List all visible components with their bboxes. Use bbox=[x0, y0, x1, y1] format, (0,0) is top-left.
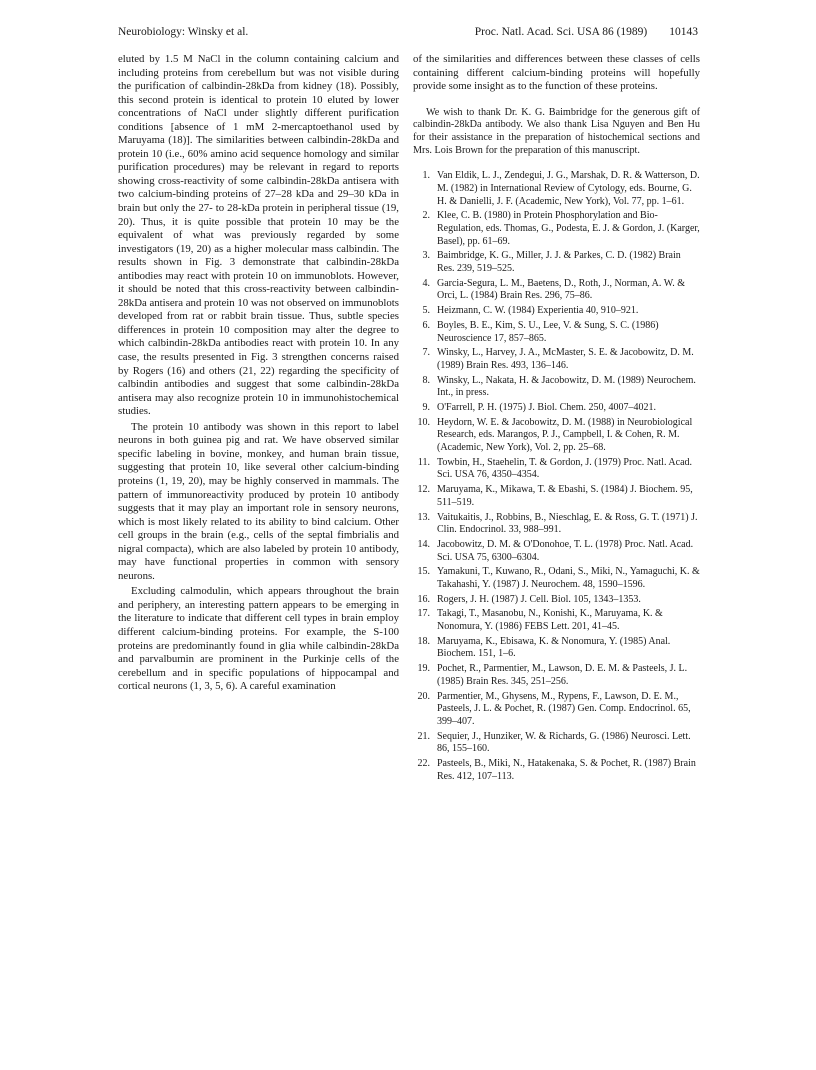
reference-item bbox=[413, 210, 700, 248]
reference-item bbox=[413, 170, 700, 208]
reference-item bbox=[413, 608, 700, 633]
reference-number: 15. bbox=[417, 566, 430, 578]
reference-text: Maruyama, K., Mikawa, T. & Ebashi, S. (1984) J. Biochem. 95, 511–519. bbox=[437, 484, 693, 508]
reference-number: 13. bbox=[417, 511, 430, 523]
reference-item bbox=[413, 512, 700, 537]
header-section-authors: Neurobiology: Winsky et al. bbox=[118, 26, 249, 38]
body-paragraph: Excluding calmodulin, which appears throughout the brain and periphery, an interesting pattern appears to be emerging in the literature to indicate that different cell types in brain employ different calcium-binding proteins. For example, the S-100 proteins are predominantly found in glia while calbindin-28kDa and parvalbumin are prominent in the Purkinje cells of the cerebellum and in specific populations of hippocampal and cortical neurons (1, 3, 5, 6). A careful examination bbox=[118, 585, 399, 693]
reference-item bbox=[413, 320, 700, 345]
body-paragraph: eluted by 1.5 M NaCl in the column containing calcium and including proteins from cerebellum but was not visible during the purification of calbindin-28kDa from kidney (18). Possibly, this second protein is identical to protein 10 eluted by lower concentrations of NaCl under slightly different purification conditions [absence of 1 mM 2-mercaptoethanol used by Maruyama (18)]. The similarities between calbindin-28kDa and protein 10 (i.e., 60% amino acid sequence homology and similar purification procedures) may be relevant in regard to reports showing cross-reactivity of some calbindin-28kDa antisera with two calcium-binding proteins of 27–28 kDa and 29–30 kDa in brain but only the 27- to 28-kDa protein in peripheral tissue (19, 20). Thus, it is quite possible that protein 10 may be the equivalent of what was previously regarded by some investigators (19, 20) as a higher molecular mass calbindin. The results shown in Fig. 3 demonstrate that calbindin-28kDa antibodies may react with protein 10 on immunoblots. However, it should be noted that this cross-reactivity between calbindin-28kDa antisera and protein 10 was not observed on immunoblots developed from rat or rabbit brain tissue. Thus, subtle species differences in protein 10 composition may alter the degree to which calbindin-28kDa antibodies react with protein 10. In any case, the results presented in Fig. 3 strengthen concerns raised by Rogers (16) and others (21, 22) regarding the specificity of calbindin antibodies and suggest that some calbindin-28kDa antisera may also recognize protein 10 in immunohistochemical studies. bbox=[118, 53, 399, 418]
reference-text: Winsky, L., Nakata, H. & Jacobowitz, D. M. (1989) Neurochem. Int., in press. bbox=[437, 374, 696, 399]
reference-item bbox=[413, 594, 700, 607]
reference-text: Parmentier, M., Ghysens, M., Rypens, F., Lawson, D. E. M., Pasteels, J. L. & Pochet, R. (1987) Gen. Comp. Endocrinol. 65, 399–407. bbox=[437, 690, 691, 727]
reference-number: 12. bbox=[417, 484, 430, 496]
reference-text: Jacobowitz, D. M. & O'Donohoe, T. L. (1978) Proc. Natl. Acad. Sci. USA 75, 6300–6304. bbox=[437, 538, 694, 563]
reference-number: 20. bbox=[417, 690, 430, 702]
reference-item bbox=[413, 417, 700, 455]
header-journal-info bbox=[475, 26, 698, 38]
reference-text: Vaitukaitis, J., Robbins, B., Nieschlag, E. & Ross, G. T. (1971) J. Clin. Endocrinol. 33, 988–991. bbox=[437, 511, 698, 536]
reference-number: 17. bbox=[417, 608, 430, 620]
reference-text: Winsky, L., Harvey, J. A., McMaster, S. E. & Jacobowitz, D. M. (1989) Brain Res. 493, 136–146. bbox=[437, 347, 694, 371]
reference-text: Towbin, H., Staehelin, T. & Gordon, J. (1979) Proc. Natl. Acad. Sci. USA 76, 4350–4354. bbox=[437, 456, 693, 481]
reference-text: O'Farrell, P. H. (1975) J. Biol. Chem. 250, 4007–4021. bbox=[437, 402, 657, 414]
reference-item bbox=[413, 347, 700, 372]
reference-number: 19. bbox=[417, 663, 430, 675]
reference-text: Takagi, T., Masanobu, N., Konishi, K., Maruyama, K. & Nonomura, Y. (1986) FEBS Lett. 201, 41–45. bbox=[437, 608, 663, 633]
reference-text: Yamakuni, T., Kuwano, R., Odani, S., Miki, N., Yamaguchi, K. & Takahashi, Y. (1987) J. Neurochem. 48, 1590–1596. bbox=[437, 566, 700, 590]
reference-number: 11. bbox=[417, 456, 430, 468]
reference-text: Boyles, B. E., Kim, S. U., Lee, V. & Sung, S. C. (1986) Neuroscience 17, 857–865. bbox=[437, 319, 659, 344]
reference-item bbox=[413, 636, 700, 661]
reference-text: Baimbridge, K. G., Miller, J. J. & Parkes, C. D. (1982) Brain Res. 239, 519–525. bbox=[437, 250, 681, 274]
reference-number: 22. bbox=[417, 757, 430, 769]
reference-number: 4. bbox=[422, 277, 430, 289]
reference-item bbox=[413, 539, 700, 564]
reference-text: Heydorn, W. E. & Jacobowitz, D. M. (1988) in Neurobiological Research, eds. Marangos, P. J., Campbell, I. & Cohen, R. M. (Academic, New York), Vol. 2, pp. 25–68. bbox=[437, 416, 693, 454]
reference-item bbox=[413, 402, 700, 415]
reference-item bbox=[413, 691, 700, 729]
reference-text: Maruyama, K., Ebisawa, K. & Nonomura, Y. (1985) Anal. Biochem. 151, 1–6. bbox=[437, 635, 671, 660]
reference-number: 9. bbox=[422, 402, 430, 414]
reference-number: 21. bbox=[417, 730, 430, 742]
page-number: 10143 bbox=[669, 26, 698, 38]
reference-text: Rogers, J. H. (1987) J. Cell. Biol. 105, 1343–1353. bbox=[437, 593, 641, 605]
right-column bbox=[413, 53, 700, 785]
reference-item bbox=[413, 731, 700, 756]
reference-item bbox=[413, 663, 700, 688]
reference-list bbox=[413, 170, 700, 783]
reference-item bbox=[413, 375, 700, 400]
reference-item bbox=[413, 566, 700, 591]
reference-text: Pasteels, B., Miki, N., Hatakenaka, S. & Pochet, R. (1987) Brain Res. 412, 107–113. bbox=[437, 757, 696, 782]
reference-text: Garcia-Segura, L. M., Baetens, D., Roth, J., Norman, A. W. & Orci, L. (1984) Brain Res. 296, 75–86. bbox=[437, 277, 686, 302]
reference-number: 2. bbox=[422, 210, 430, 222]
reference-number: 6. bbox=[422, 319, 430, 331]
reference-number: 3. bbox=[422, 250, 430, 262]
reference-item bbox=[413, 758, 700, 783]
reference-text: Sequier, J., Hunziker, W. & Richards, G. (1986) Neurosci. Lett. 86, 155–160. bbox=[437, 730, 691, 755]
acknowledgments: We wish to thank Dr. K. G. Baimbridge for the generous gift of calbindin-28kDa antibody. We also thank Lisa Nguyen and Ben Hu for their assistance in the preparation of histochemical sections and Mrs. Lois Brown for the preparation of this manuscript. bbox=[413, 106, 700, 156]
body-paragraph: The protein 10 antibody was shown in this report to label neurons in both guinea pig and rat. We have observed similar specific labeling in bovine, monkey, and human brain tissue, suggesting that protein 10, like several other calcium-binding proteins (1, 19, 20), may be highly conserved in mammals. The pattern of immunoreactivity produced by protein 10 antibody suggests that it may play an important role in sensory neurons, which is most likely related to its ability to bind calcium. Other cell groups in the brain (e.g., cells of the septal fimbrialis and nigral compacta), which are also labeled by protein 10 antibody, may have functional properties in common with sensory neurons. bbox=[118, 420, 399, 582]
body-paragraph-continuation: of the similarities and differences between these classes of cells containing different calcium-binding proteins will hopefully provide some insight as to the function of these proteins. bbox=[413, 53, 700, 93]
reference-item bbox=[413, 484, 700, 509]
reference-text: Heizmann, C. W. (1984) Experientia 40, 910–921. bbox=[437, 305, 639, 317]
reference-number: 1. bbox=[422, 170, 430, 182]
left-column bbox=[118, 53, 399, 694]
reference-number: 18. bbox=[417, 635, 430, 647]
reference-text: Klee, C. B. (1980) in Protein Phosphorylation and Bio-Regulation, eds. Thomas, G., Podesta, E. J. & Gordon, J. (Karger, Basel), pp. 61–69. bbox=[437, 210, 700, 247]
header-journal: Proc. Natl. Acad. Sci. USA 86 (1989) bbox=[474, 26, 648, 38]
reference-number: 5. bbox=[422, 305, 430, 317]
reference-number: 10. bbox=[417, 416, 430, 428]
reference-item bbox=[413, 278, 700, 303]
reference-text: Pochet, R., Parmentier, M., Lawson, D. E. M. & Pasteels, J. L. (1985) Brain Res. 345, 251–256. bbox=[437, 663, 688, 687]
reference-item bbox=[413, 457, 700, 482]
running-header bbox=[118, 26, 698, 44]
reference-item bbox=[413, 250, 700, 275]
reference-number: 8. bbox=[422, 374, 430, 386]
reference-item bbox=[413, 305, 700, 318]
reference-number: 16. bbox=[417, 593, 430, 605]
reference-number: 7. bbox=[422, 347, 430, 359]
reference-number: 14. bbox=[417, 538, 430, 550]
reference-text: Van Eldik, L. J., Zendegui, J. G., Marshak, D. R. & Watterson, D. M. (1982) in International Review of Cytology, eds. Bourne, G. H. & Danielli, J. F. (Academic, New York), Vol. 77, pp. 1–61. bbox=[437, 170, 700, 207]
